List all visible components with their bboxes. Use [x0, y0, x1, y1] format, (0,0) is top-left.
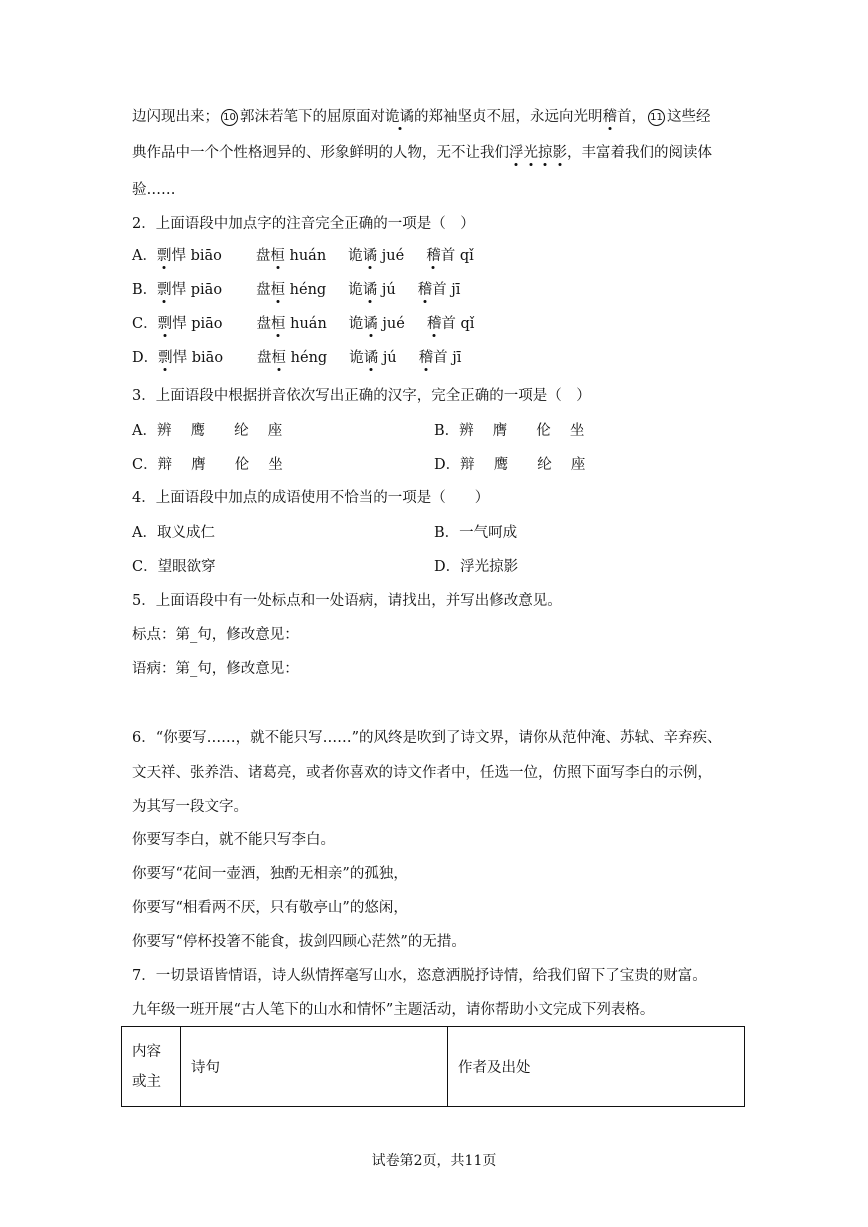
q3-option-c[interactable]: C．辩 膺 伦 坐: [132, 457, 283, 473]
q2-stem: 2．上面语段中加点字的注音完全正确的一项是（ ）: [132, 216, 475, 232]
q7-answer-table: [121, 1026, 745, 1107]
q4-option-b[interactable]: B．一气呵成: [434, 525, 518, 541]
q2-option-a[interactable]: A．剽悍 biāo 盘桓 huán 诡谲 jué 稽首 qǐ: [132, 248, 474, 264]
table-header-theme: 内容 或主: [122, 1027, 181, 1107]
q4-stem: 4．上面语段中加点的成语使用不恰当的一项是（ ）: [132, 490, 490, 506]
table-header-verse: 诗句: [181, 1027, 448, 1107]
q6-stem-line-3: 为其写一段文字。: [132, 799, 248, 815]
q6-example-4: 你要写“停杯投箸不能食，拔剑四顾心茫然”的无措。: [132, 934, 466, 950]
intro-text: 典作品中一个个性格迥异的、形象鲜明的人物，无不让我们: [132, 145, 509, 161]
q6-example-1: 你要写李白，就不能只写李白。: [132, 832, 335, 848]
table-header-author-source: 作者及出处: [448, 1027, 745, 1107]
intro-text: 的郑袖坚贞不屈，永远向光明: [414, 109, 603, 125]
intro-line-2: [132, 143, 712, 163]
q3-stem: 3．上面语段中根据拼音依次写出正确的汉字，完全正确的一项是（ ）: [132, 388, 591, 404]
intro-text: 边闪现出来；: [132, 109, 219, 125]
dotted-word: 诡谲: [385, 109, 414, 125]
q6-example-3: 你要写“相看两不厌，只有敬亭山”的悠闲，: [132, 900, 408, 916]
q3-option-a[interactable]: A．辨 鹰 纶 座: [132, 423, 283, 439]
dotted-idiom: 浮光掠影: [509, 145, 567, 161]
q4-option-d[interactable]: D．浮光掠影: [434, 559, 519, 575]
q5-grammar-answer[interactable]: 语病：第_句，修改意见：: [132, 661, 299, 677]
q5-punctuation-answer[interactable]: 标点：第_句，修改意见：: [132, 627, 299, 643]
q6-stem-line-2: 文天祥、张养浩、诸葛亮，或者你喜欢的诗文作者中，任选一位，仿照下面写李白的示例，: [132, 765, 712, 781]
page-footer: 试卷第2页，共11页: [371, 1153, 497, 1169]
intro-text: 这些经: [667, 109, 711, 125]
q7-stem-line-1: 7．一切景语皆情语，诗人纵情挥毫写山水，恣意洒脱抒诗情，给我们留下了宝贵的财富。: [132, 968, 707, 984]
intro-line-3: [132, 180, 176, 200]
q6-stem-line-1: 6．“你要写……，就不能只写……”的风终是吹到了诗文界，请你从范仲淹、苏轼、辛弃疾、: [132, 730, 722, 746]
circled-number-11: 11: [648, 109, 665, 126]
dotted-word: 稽: [602, 109, 617, 125]
q6-example-2: 你要写“花间一壶酒，独酌无相亲”的孤独，: [132, 866, 408, 882]
intro-line-1: [132, 107, 711, 127]
q2-option-d[interactable]: D．剽悍 biāo 盘桓 héng 诡谲 jú 稽首 jī: [132, 350, 462, 366]
q7-stem-line-2: 九年级一班开展“古人笔下的山水和情怀”主题活动，请你帮助小文完成下列表格。: [132, 1002, 655, 1018]
q2-option-c[interactable]: C．剽悍 piāo 盘桓 huán 诡谲 jué 稽首 qǐ: [132, 316, 475, 332]
q4-option-c[interactable]: C．望眼欲穿: [132, 559, 216, 575]
circled-number-10: 10: [221, 109, 238, 126]
q2-option-b[interactable]: B．剽悍 piāo 盘桓 héng 诡谲 jú 稽首 jī: [132, 282, 461, 298]
intro-text: 郭沫若笔下的屈原面对: [240, 109, 385, 125]
intro-text: 验……: [132, 182, 176, 198]
q3-option-b[interactable]: B．辨 膺 伦 坐: [434, 423, 585, 439]
intro-text: 首，: [617, 109, 646, 125]
q3-option-d[interactable]: D．辩 鹰 纶 座: [434, 457, 586, 473]
q5-stem: 5．上面语段中有一处标点和一处语病，请找出，并写出修改意见。: [132, 593, 562, 609]
q4-option-a[interactable]: A．取义成仁: [132, 525, 215, 541]
intro-text: ，丰富着我们的阅读体: [567, 145, 712, 161]
